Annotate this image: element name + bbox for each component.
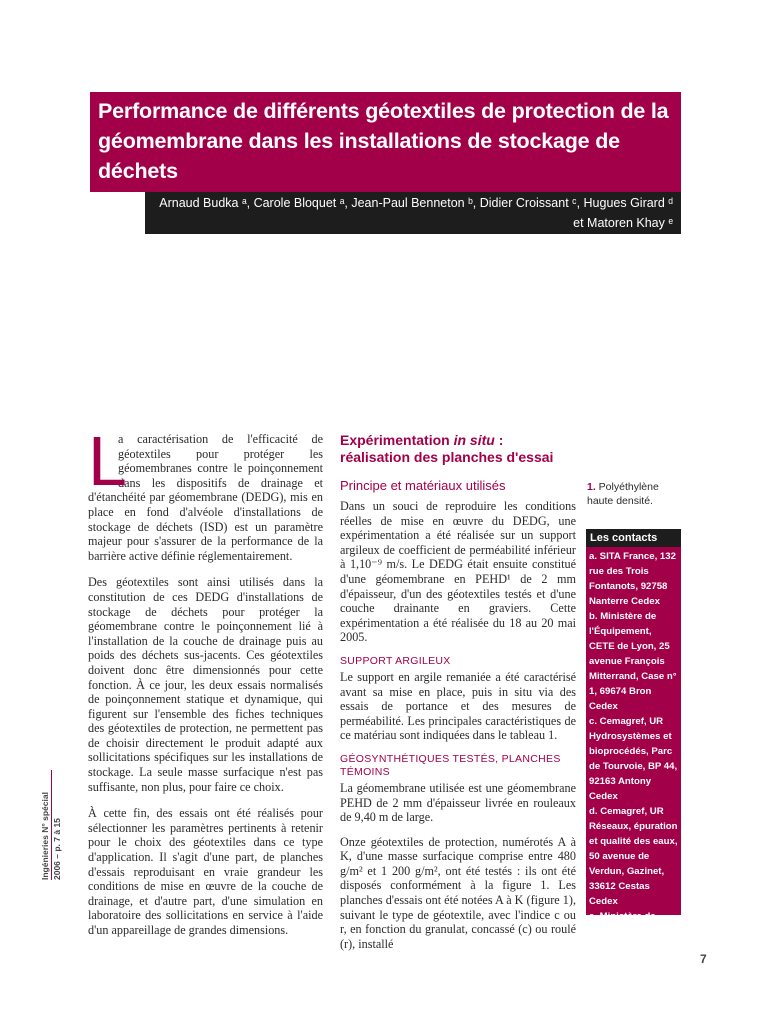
contacts-title: Les contacts [586, 529, 681, 547]
footnote-number: 1. [587, 481, 596, 493]
journal-pages: 2006 – p. 7 à 15 [51, 770, 63, 880]
paragraph-geomembrane: La géomembrane utilisée est une géomembrane PEHD de 2 mm d'épaisseur livrée en rouleaux de 9,40 m de large. [340, 780, 576, 825]
subsection-title: Principe et matériaux utilisés [340, 478, 506, 493]
paragraph-3: À cette fin, des essais ont été réalisés pour sélectionner les paramètres pertinents à retenir pour le choix des géotextiles dans ce type d'application. Il s'agit d'une part, de planches d'essais reproduisant en vraie grandeur les conditions de mise en œuvre de la couche de drainage, et d'autre part, d'une simulation en laboratoire des sollicitations en service à l'aide d'un appareillage de grandes dimensions. [88, 806, 323, 937]
heading-geosynthetiques: GÉOSYNTHÉTIQUES TESTÉS, PLANCHES TÉMOINS [340, 752, 561, 778]
intro-paragraph [88, 422, 323, 563]
paragraph-geotextiles: Onze géotextiles de protection, numérotés A à K, d'une masse surfacique comprise entre 480 g/m² et 1 200 g/m², ont été testés : ils ont été disposés conformément à la figure 1. Les planches d'essais ont été notées A à K (figure 1), suivant le type de géotextile, avec l'indice c ou r, en fonction du granulat, concassé (c) ou roulé (r), installé [340, 834, 576, 951]
contact-d: d. Cemagref, UR Réseaux, épuration et qualité des eaux, 50 avenue de Verdun, Gazinet, 33612 Cestas Cedex [589, 806, 678, 907]
footnote [587, 480, 682, 508]
contacts-body [586, 547, 681, 999]
section-title [340, 432, 576, 466]
authors-line-1: Arnaud Budka ᵃ, Carole Bloquet ᵃ, Jean-Paul Benneton ᵇ, Didier Croissant ᶜ, Hugues Girard ᵈ [159, 196, 673, 210]
paragraph-support: Le support en argile remaniée a été caractérisé avant sa mise en place, puis in situ via des essais de portance et des mesures de perméabilité. Les principales caractéristiques de ce matériau sont indiquées dans le tableau 1. [340, 669, 576, 743]
intro-text: a caractérisation de l'efficacité de géotextiles pour protéger les géomembranes contre le poinçonnement dans les dispositifs de drainage et d'étanchéité par géomembrane (DEDG), mis en place en fond d'alvéole d'installations de stockage de déchets (ISD) est un paramètre majeur pour s'assurer de la performance de la barrière active définie réglementairement. [88, 432, 323, 563]
journal-side-label [40, 770, 70, 880]
column-middle [340, 432, 576, 961]
heading-support: SUPPORT ARGILEUX [340, 654, 451, 667]
title-band [90, 92, 681, 192]
contact-a: a. SITA France, 132 rue des Trois Fontanots, 92758 Nanterre Cedex [589, 551, 676, 607]
contact-e: e. Ministère de l'Équipement, CETE Normandie, CER, BP 245, 76121 Grand Quevilly [589, 911, 671, 997]
contact-c: c. Cemagref, UR Hydrosystèmes et bioprocédés, Parc de Tourvoie, BP 44, 92163 Antony Cedex [589, 716, 678, 802]
drop-cap-letter: L [88, 422, 127, 500]
column-left [88, 422, 323, 950]
section-title-part-1: Expérimentation [340, 432, 454, 448]
paragraph-2: Des géotextiles sont ainsi utilisés dans la constitution de ces DEDG d'installations de stockage de déchets pour protéger la géomembrane contre le poinçonnement lié à l'installation de la couche de drainage puis au poids des déchets sus-jacents. Ces géotextiles doivent donc être dimensionnés pour cette fonction. À ce jour, les deux essais normalisés de poinçonnement statique et dynamique, qui figurent sur l'ensemble des fiches techniques des géotextiles de protection, ne permettent pas de choisir directement le produit adapté aux sollicitations spécifiques sur les installations de stockage. La seule masse surfacique n'est pas suffisante, non plus, pour faire ce choix. [88, 575, 323, 794]
contact-b: b. Ministère de l'Équipement, CETE de Lyon, 25 avenue François Mitterrand, Case n° 1, 69674 Bron Cedex [589, 611, 677, 712]
authors-line-2: et Matoren Khay ᵉ [573, 216, 673, 230]
journal-name: Ingénieries N° spécial [40, 792, 50, 880]
section-title-part-2: : réalisation des planches d'essai [340, 432, 554, 465]
contacts-box [586, 529, 681, 997]
page-number: 7 [700, 952, 707, 966]
article-title: Performance de différents géotextiles de protection de la géomembrane dans les installations de stockage de déchets [98, 99, 669, 183]
footnote-text: Polyéthylène haute densité. [587, 481, 659, 507]
section-title-italic: in situ [453, 432, 495, 448]
author-band [145, 192, 681, 234]
drop-cap [88, 422, 127, 500]
paragraph-principe: Dans un souci de reproduire les conditions réelles de mise en œuvre du DEDG, une expérimentation a été réalisée sur un support argileux de coefficient de perméabilité inférieur à 1,10⁻⁹ m/s. Le DEDG était ensuite constitué d'une géomembrane en PEHD¹ de 2 mm d'épaisseur, d'un des géotextiles testés et d'une couche drainante en graviers. Cette expérimentation a été réalisée du 18 au 20 mai 2005. [340, 499, 576, 645]
